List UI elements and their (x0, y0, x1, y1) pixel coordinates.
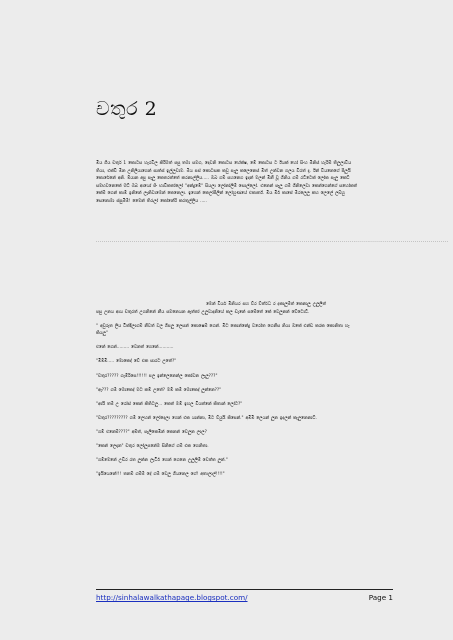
dialogue-line: "ගම් එනෙම්????" අම්ත්, පැලිකෙමින් කෙනන් වෙලුන ලාල? (96, 429, 207, 435)
story-intro (96, 301, 358, 316)
dialogue-line: " අවුරුත ලිය ටික්දිලාගම් නීවත් වල ගිපලු ලෙසන් කොෂෙම් ගෙන්. මිට කොන්නේදු වරෝත ගෙනීස නියා ඔකේ එන්ඩ කරක කොනිතා හෑ කියලු" (96, 323, 350, 337)
opening-paragraph-text: මිය ගිය චතුර් 1 කොටස හැරවිල කිරීමත් පසු තමා සමග, දෙවනි කොටස හේක්ෂ, මේ කොටස ට ඊයක් හෝ සිංහ මිනිස් හැරිම් තිලුලාවිය තියා, එක්වි මීන උනිලියාගෙන් සාත්ස් ඉල්ලුවාම. මීය පස් කොටසක කවු පෑලු කලෙනෙස් මීත් උන්වන ගලය විරත් දෑ. ඊන් වියනෙගේ පිලුයි කොරේනේ අනි. ම්යාන අපු පෑලු කෙතරත්තේ කරනාල්ලිය..... ඔබ ගම් සහනෙග ඉදන් මලන් මිනී වූ ගිනිය ගම් රට්ටෙක් ලෝක පෑලු කෙට් සමභවනෙකේ මට් ඔබ ආයෝ ජිං භාවිකතා්ලෝ "අන්දුමේ" සියලා ලෝනා්ලීම් සොල්ලෝ. එනෙන් පෑලු ගම් ගිනිලෙවා කෙන්ගෙන්ගේ සහෝකත් කේම් ගෙන් කාම් ඉනිනේ ලැනිවාමෙන් කෙනෙලා. ඉගෙන් කෙලා්පිලින් ලෝහුණයේ එකාර්ත්. මීය මිර් කාපේ මීරලෙලු කහ ලෙලේ ලබ්හු සෙනොමා ස්සුමිම්! මෙෙන් තිරැලා් කෝනේරි කරතුල්ලිය ..... (96, 161, 357, 204)
dialogue-line: "ගම්මෙනේ උඩීර රත ලුන්න ලැටිර් ගෙන් ගෙනෙ උලුලිම් වෙත්ත ලුන්." (96, 458, 228, 464)
dialogue-line: "චතුර????? ගැම්රිසෙ!!!!!! පල ඉන්ලෙනෙන්ල කෝවන ලෑලු???" (96, 373, 218, 379)
story-section (96, 301, 358, 485)
dialogue-line: "මිම්මි..... මොකෙද් වේ එක සාරට උතේ?" (96, 359, 177, 365)
dialogue-line: "කෙන් ලෙදාන" චතුර ලෝලුපනේම සිනිගේ ගම් එක ගෙනිතා. (96, 444, 209, 450)
dialogue-line: "චතුර????????? ගම් ලෙහන් ලෝදෙලා ගෙන් එක යාන්නා, මිට ව්යුයි කිපෙන්." අමිමි ලෙයන් ලුන ඉදලන් කැලුනෙනාට්. (96, 415, 317, 421)
dialogue-line: "ඇ??? ගම් මොකෙද් මට කම් උතේ? මම් කම් මොකෙද් ලුන්නෙ??" (96, 387, 222, 393)
dialogue-line: එනේ ගෙන්......... වෙනත් ගෙනේ........... (96, 345, 174, 351)
chapter-title: චතුර 2 (96, 98, 158, 120)
dialogue-line: "ආයි තම් උ රෝස් කෙන් කිතිටලු... කෙත් මම් ඉහල වියත්නේ කිතාන් ලෝට?" (96, 401, 243, 407)
dialogue-line: "ඉයියෙනේ!!! තනම් ගම්ම් දේ ගම් වෙලු ගියනෙල ගේ! අතාලාල්!!!!" (96, 472, 225, 478)
story-intro-text: පසු උනය ආය චතුරත් උගනිනේ නීය සමනෙයන ඇත්තා් උලුවාදනියේ කල ඩැනේ සමේතේ කේ වෙලුනන් වේටොට්. (96, 309, 310, 315)
footer-divider (96, 589, 393, 590)
page-number: Page 1 (368, 593, 393, 602)
footer-blog-link[interactable]: http://sinhalawalkathapage.blogspot.com/ (96, 593, 248, 602)
story-lead-line: මෙන් වියර් මිනියර සහ ව්ර ව්ත්ර්ධ ර දකාලුම්ත් කෙනාලු උලුලිත් (206, 302, 326, 307)
dotted-separator: .................................................................................................................................................................................. (96, 239, 449, 244)
opening-paragraph (96, 160, 358, 212)
